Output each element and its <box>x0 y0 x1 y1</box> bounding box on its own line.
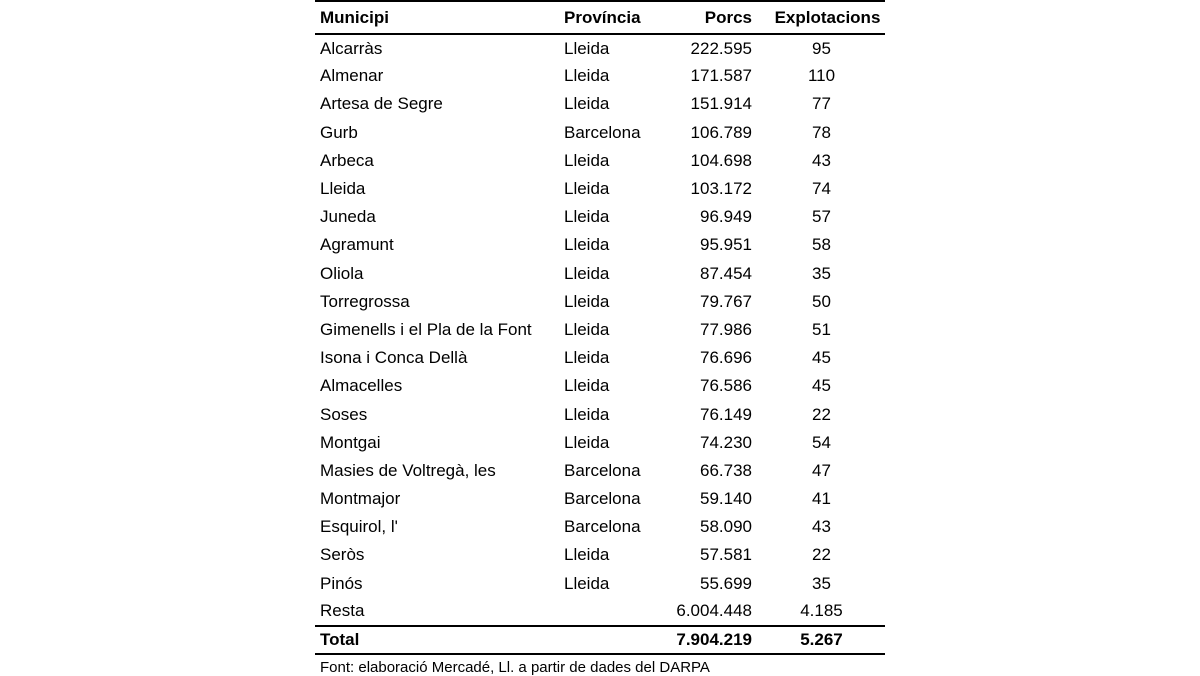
cell-explotacions: 95 <box>812 38 831 58</box>
cell-porcs: 171.587 <box>690 66 752 86</box>
cell-explotacions: 110 <box>807 66 836 86</box>
table-row <box>315 400 885 428</box>
cell-municipi: Esquirol, l' <box>320 517 398 537</box>
cell-provincia: Lleida <box>564 66 610 86</box>
cell-porcs: 222.595 <box>690 38 752 58</box>
total-explotacions: 5.267 <box>766 626 885 654</box>
header-explotacions: Explotacions <box>766 1 885 34</box>
cell-porcs: 106.789 <box>690 122 752 142</box>
cell-explotacions: 35 <box>812 573 831 593</box>
cell-municipi: Pinós <box>320 573 363 593</box>
table-row <box>315 147 885 175</box>
cell-municipi: Arbeca <box>320 150 374 170</box>
cell-provincia: Lleida <box>564 319 610 339</box>
cell-provincia: Lleida <box>564 38 610 58</box>
cell-porcs: 66.738 <box>700 460 752 480</box>
table-row <box>315 485 885 513</box>
document <box>315 0 885 676</box>
cell-municipi: Gurb <box>320 122 358 142</box>
cell-municipi: Montgai <box>320 432 381 452</box>
cell-explotacions: 43 <box>812 150 831 170</box>
cell-explotacions: 22 <box>812 404 831 424</box>
table-row <box>315 288 885 316</box>
table-row <box>315 513 885 541</box>
total-provincia <box>559 626 659 654</box>
cell-municipi: Montmajor <box>320 489 401 509</box>
table-row <box>315 119 885 147</box>
source-note: Font: elaboració Mercadé, Ll. a partir de dades del DARPA <box>320 658 710 676</box>
cell-explotacions: 4.185 <box>800 601 843 621</box>
table-row <box>315 344 885 372</box>
cell-porcs: 151.914 <box>690 94 752 114</box>
table-row <box>315 90 885 118</box>
cell-provincia: Lleida <box>564 348 610 368</box>
table-row <box>315 316 885 344</box>
cell-explotacions: 50 <box>812 291 831 311</box>
cell-porcs: 76.149 <box>700 404 752 424</box>
table-row <box>315 598 885 626</box>
cell-porcs: 58.090 <box>700 517 752 537</box>
cell-provincia: Lleida <box>564 179 610 199</box>
cell-porcs: 95.951 <box>700 235 752 255</box>
table-body <box>315 34 885 654</box>
total-label: Total <box>315 626 559 654</box>
table-row <box>315 372 885 400</box>
cell-explotacions: 45 <box>812 348 831 368</box>
table-row <box>315 231 885 259</box>
cell-provincia: Lleida <box>564 291 610 311</box>
cell-provincia: Lleida <box>564 235 610 255</box>
cell-porcs: 59.140 <box>700 489 752 509</box>
cell-explotacions: 77 <box>812 94 831 114</box>
cell-porcs: 76.586 <box>700 376 752 396</box>
cell-provincia: Lleida <box>564 94 610 114</box>
cell-provincia: Lleida <box>564 207 610 227</box>
cell-provincia: Lleida <box>564 263 610 283</box>
header-row <box>315 1 885 34</box>
table-row <box>315 260 885 288</box>
cell-municipi: Gimenells i el Pla de la Font <box>320 319 532 339</box>
total-porcs: 7.904.219 <box>659 626 766 654</box>
cell-explotacions: 45 <box>812 376 831 396</box>
pig-farms-table <box>315 0 885 655</box>
cell-provincia <box>559 598 659 626</box>
cell-explotacions: 43 <box>812 517 831 537</box>
cell-provincia: Barcelona <box>564 489 641 509</box>
cell-explotacions: 22 <box>812 545 831 565</box>
cell-provincia: Lleida <box>564 432 610 452</box>
cell-porcs: 76.696 <box>700 348 752 368</box>
header-provincia: Província <box>559 1 659 34</box>
cell-municipi: Juneda <box>320 207 376 227</box>
cell-provincia: Lleida <box>564 376 610 396</box>
cell-porcs: 104.698 <box>690 150 752 170</box>
cell-municipi: Agramunt <box>320 235 394 255</box>
table-row <box>315 541 885 569</box>
cell-explotacions: 47 <box>812 460 831 480</box>
cell-explotacions: 58 <box>812 235 831 255</box>
cell-explotacions: 41 <box>812 489 831 509</box>
cell-explotacions: 54 <box>812 432 831 452</box>
cell-municipi: Isona i Conca Dellà <box>320 348 468 368</box>
cell-explotacions: 35 <box>812 263 831 283</box>
cell-provincia: Barcelona <box>564 517 641 537</box>
cell-porcs: 74.230 <box>700 432 752 452</box>
table-row <box>315 570 885 598</box>
cell-porcs: 57.581 <box>700 545 752 565</box>
cell-explotacions: 57 <box>812 207 831 227</box>
cell-explotacions: 74 <box>812 179 831 199</box>
table-row <box>315 62 885 90</box>
cell-municipi: Seròs <box>320 545 365 565</box>
cell-provincia: Barcelona <box>564 122 641 142</box>
cell-municipi: Lleida <box>320 179 366 199</box>
table-row <box>315 429 885 457</box>
cell-municipi: Alcarràs <box>320 38 383 58</box>
cell-porcs: 79.767 <box>700 291 752 311</box>
cell-provincia: Lleida <box>564 150 610 170</box>
total-row <box>315 626 885 654</box>
cell-porcs: 96.949 <box>700 207 752 227</box>
header-municipi: Municipi <box>315 1 559 34</box>
table-header <box>315 1 885 34</box>
cell-explotacions: 78 <box>812 122 831 142</box>
cell-municipi: Resta <box>320 601 365 621</box>
cell-municipi: Torregrossa <box>320 291 410 311</box>
cell-porcs: 77.986 <box>700 319 752 339</box>
header-porcs: Porcs <box>659 1 766 34</box>
cell-municipi: Oliola <box>320 263 364 283</box>
cell-municipi: Almenar <box>320 66 384 86</box>
table-row <box>315 34 885 62</box>
cell-porcs: 6.004.448 <box>676 601 752 621</box>
cell-provincia: Barcelona <box>564 460 641 480</box>
cell-municipi: Masies de Voltregà, les <box>320 460 496 480</box>
cell-explotacions: 51 <box>812 319 831 339</box>
cell-municipi: Soses <box>320 404 368 424</box>
table-row <box>315 203 885 231</box>
cell-municipi: Artesa de Segre <box>320 94 443 114</box>
cell-porcs: 55.699 <box>700 573 752 593</box>
cell-provincia: Lleida <box>564 573 610 593</box>
cell-provincia: Lleida <box>564 545 610 565</box>
cell-municipi: Almacelles <box>320 376 403 396</box>
cell-porcs: 103.172 <box>690 179 752 199</box>
table-row <box>315 457 885 485</box>
cell-provincia: Lleida <box>564 404 610 424</box>
table-row <box>315 175 885 203</box>
cell-porcs: 87.454 <box>700 263 752 283</box>
